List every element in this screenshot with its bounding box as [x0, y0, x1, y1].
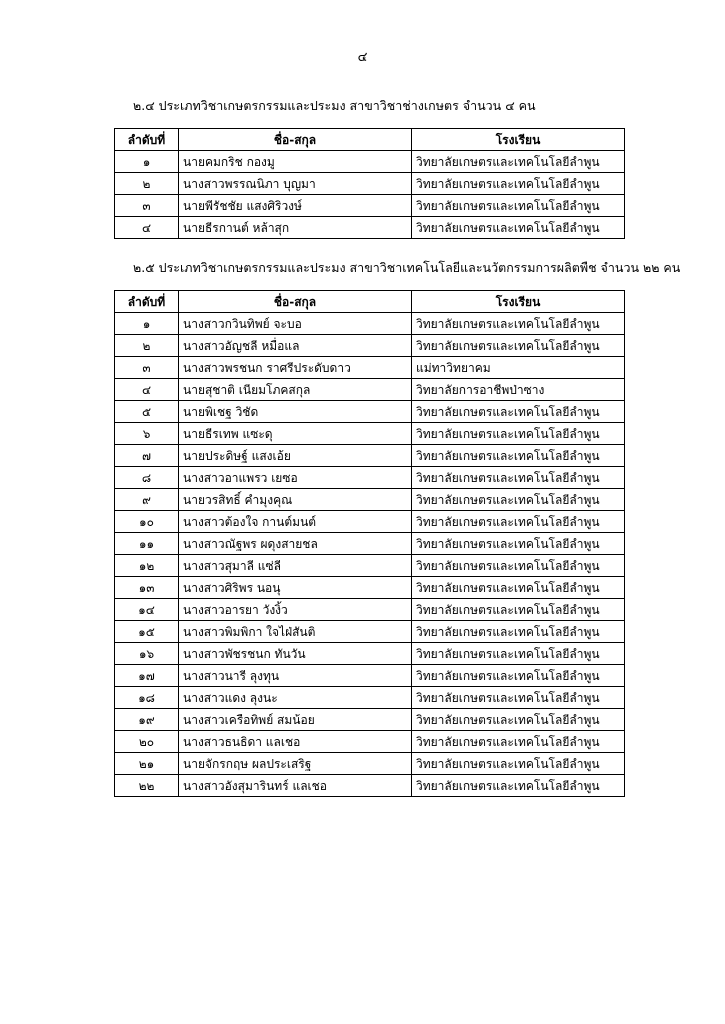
cell-school: วิทยาลัยเกษตรและเทคโนโลยีลำพูน: [412, 467, 625, 489]
cell-school: วิทยาลัยเกษตรและเทคโนโลยีลำพูน: [412, 151, 625, 173]
table-row: [115, 445, 625, 467]
cell-name: นางสาวพรรณนิภา บุญมา: [179, 173, 412, 195]
table-row: [115, 217, 625, 239]
cell-school: วิทยาลัยเกษตรและเทคโนโลยีลำพูน: [412, 775, 625, 797]
student-table: [114, 290, 625, 797]
cell-school: วิทยาลัยเกษตรและเทคโนโลยีลำพูน: [412, 511, 625, 533]
table-row: [115, 731, 625, 753]
cell-school: วิทยาลัยเกษตรและเทคโนโลยีลำพูน: [412, 665, 625, 687]
cell-order: ๓: [115, 357, 179, 379]
cell-order: ๒๒: [115, 775, 179, 797]
table-row: [115, 313, 625, 335]
cell-order: ๑: [115, 313, 179, 335]
table-row: [115, 489, 625, 511]
cell-name: นางสาวพัชรชนก ทันวัน: [179, 643, 412, 665]
cell-school: วิทยาลัยเกษตรและเทคโนโลยีลำพูน: [412, 173, 625, 195]
table-row: [115, 687, 625, 709]
section-heading: ๒.๕ ประเภทวิชาเกษตรกรรมและประมง สาขาวิชาเทคโนโลยีและนวัตกรรมการผลิตพืช จำนวน ๒๒ คน: [133, 260, 681, 275]
table-row: [115, 173, 625, 195]
section-heading: ๒.๔ ประเภทวิชาเกษตรกรรมและประมง สาขาวิชาช่างเกษตร จำนวน ๔ คน: [133, 98, 536, 113]
cell-order: ๑๖: [115, 643, 179, 665]
student-table: [114, 128, 625, 239]
table-row: [115, 621, 625, 643]
column-header-name: ชื่อ-สกุล: [179, 129, 412, 151]
cell-order: ๔: [115, 217, 179, 239]
cell-order: ๑๗: [115, 665, 179, 687]
cell-name: นางสาวนารี ลุงทุน: [179, 665, 412, 687]
cell-order: ๑๘: [115, 687, 179, 709]
cell-order: ๕: [115, 401, 179, 423]
table-row: [115, 643, 625, 665]
table-row: [115, 599, 625, 621]
cell-name: นายจักรกฤษ ผลประเสริฐ: [179, 753, 412, 775]
cell-school: วิทยาลัยเกษตรและเทคโนโลยีลำพูน: [412, 621, 625, 643]
table-row: [115, 335, 625, 357]
cell-school: วิทยาลัยเกษตรและเทคโนโลยีลำพูน: [412, 555, 625, 577]
cell-order: ๑๔: [115, 599, 179, 621]
column-header-school: โรงเรียน: [412, 129, 625, 151]
table-row: [115, 665, 625, 687]
cell-name: นายพีรัชชัย แสงศิริวงษ์: [179, 195, 412, 217]
cell-school: วิทยาลัยเกษตรและเทคโนโลยีลำพูน: [412, 195, 625, 217]
cell-name: นางสาวศิริพร นอนุ: [179, 577, 412, 599]
cell-school: วิทยาลัยเกษตรและเทคโนโลยีลำพูน: [412, 489, 625, 511]
cell-order: ๑๓: [115, 577, 179, 599]
cell-order: ๓: [115, 195, 179, 217]
cell-order: ๑๙: [115, 709, 179, 731]
cell-order: ๑๕: [115, 621, 179, 643]
cell-order: ๒๐: [115, 731, 179, 753]
cell-name: นางสาวต้องใจ กานต์มนต์: [179, 511, 412, 533]
cell-order: ๒๑: [115, 753, 179, 775]
cell-school: วิทยาลัยเกษตรและเทคโนโลยีลำพูน: [412, 401, 625, 423]
column-header-name: ชื่อ-สกุล: [179, 291, 412, 313]
table-row: [115, 423, 625, 445]
cell-name: นางสาวกวินทิพย์ จะบอ: [179, 313, 412, 335]
table-row: [115, 775, 625, 797]
table-row: [115, 753, 625, 775]
cell-name: นางสาวพรชนก ราศรีประดับดาว: [179, 357, 412, 379]
cell-school: วิทยาลัยเกษตรและเทคโนโลยีลำพูน: [412, 217, 625, 239]
cell-school: วิทยาลัยเกษตรและเทคโนโลยีลำพูน: [412, 423, 625, 445]
cell-order: ๒: [115, 335, 179, 357]
page-number: ๔: [357, 50, 368, 65]
cell-school: วิทยาลัยเกษตรและเทคโนโลยีลำพูน: [412, 731, 625, 753]
cell-school: วิทยาลัยเกษตรและเทคโนโลยีลำพูน: [412, 313, 625, 335]
cell-name: นายประดิษฐ์ แสงเอ้ย: [179, 445, 412, 467]
cell-name: นางสาวสุมาลี แซ่ลี: [179, 555, 412, 577]
table-header-row: [115, 291, 625, 313]
column-header-order: ลำดับที่: [115, 291, 179, 313]
cell-order: ๑๑: [115, 533, 179, 555]
cell-order: ๑๐: [115, 511, 179, 533]
cell-name: นางสาวแดง ลุงนะ: [179, 687, 412, 709]
table-row: [115, 195, 625, 217]
column-header-order: ลำดับที่: [115, 129, 179, 151]
column-header-school: โรงเรียน: [412, 291, 625, 313]
table-row: [115, 467, 625, 489]
cell-school: วิทยาลัยการอาชีพป่าซาง: [412, 379, 625, 401]
cell-order: ๑: [115, 151, 179, 173]
table-row: [115, 511, 625, 533]
table-row: [115, 379, 625, 401]
cell-order: ๑๒: [115, 555, 179, 577]
cell-school: วิทยาลัยเกษตรและเทคโนโลยีลำพูน: [412, 599, 625, 621]
cell-school: วิทยาลัยเกษตรและเทคโนโลยีลำพูน: [412, 709, 625, 731]
cell-school: วิทยาลัยเกษตรและเทคโนโลยีลำพูน: [412, 533, 625, 555]
cell-name: นางสาวอารยา วังงิ้ว: [179, 599, 412, 621]
table-row: [115, 401, 625, 423]
cell-school: วิทยาลัยเกษตรและเทคโนโลยีลำพูน: [412, 445, 625, 467]
cell-name: นายธีรเทพ แซะดุ: [179, 423, 412, 445]
cell-order: ๖: [115, 423, 179, 445]
cell-name: นายคมกริช กองมู: [179, 151, 412, 173]
cell-name: นางสาวเครือทิพย์ สมน้อย: [179, 709, 412, 731]
cell-name: นางสาวอังสุมารินทร์ แลเชอ: [179, 775, 412, 797]
cell-school: วิทยาลัยเกษตรและเทคโนโลยีลำพูน: [412, 687, 625, 709]
table-row: [115, 533, 625, 555]
cell-name: นางสาวอัญชลี หมื่อแล: [179, 335, 412, 357]
cell-name: นางสาวพิมพิกา ใจไฝ่สันติ: [179, 621, 412, 643]
cell-order: ๒: [115, 173, 179, 195]
cell-order: ๘: [115, 467, 179, 489]
table-row: [115, 357, 625, 379]
cell-school: วิทยาลัยเกษตรและเทคโนโลยีลำพูน: [412, 643, 625, 665]
table-row: [115, 555, 625, 577]
table-row: [115, 151, 625, 173]
cell-school: แม่ทาวิทยาคม: [412, 357, 625, 379]
table-row: [115, 709, 625, 731]
cell-order: ๔: [115, 379, 179, 401]
cell-school: วิทยาลัยเกษตรและเทคโนโลยีลำพูน: [412, 577, 625, 599]
cell-order: ๙: [115, 489, 179, 511]
cell-name: นางสาวณัฐพร ผดุงสายชล: [179, 533, 412, 555]
cell-name: นายพิเชฐ วิชัด: [179, 401, 412, 423]
cell-school: วิทยาลัยเกษตรและเทคโนโลยีลำพูน: [412, 753, 625, 775]
cell-name: นางสาวธนธิดา แลเชอ: [179, 731, 412, 753]
cell-name: นางสาวอาแพรว เยซอ: [179, 467, 412, 489]
table-header-row: [115, 129, 625, 151]
table-row: [115, 577, 625, 599]
cell-order: ๗: [115, 445, 179, 467]
cell-name: นายธีรกานต์ หล้าสุก: [179, 217, 412, 239]
cell-name: นายวรสิทธิ์ คำมุงคุณ: [179, 489, 412, 511]
cell-school: วิทยาลัยเกษตรและเทคโนโลยีลำพูน: [412, 335, 625, 357]
cell-name: นายสุชาติ เนียมโภคสกุล: [179, 379, 412, 401]
